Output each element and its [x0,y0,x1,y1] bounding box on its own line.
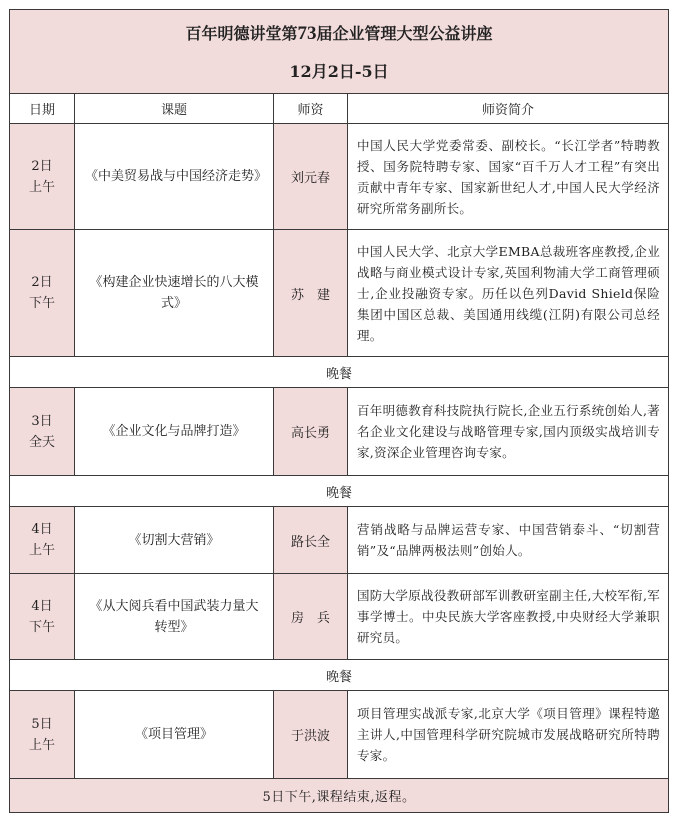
teacher-cell: 刘元春 [274,124,348,230]
teacher-cell: 苏 建 [274,230,348,357]
topic-cell: 《企业文化与品牌打造》 [75,388,274,476]
date-cell: 5日 上午 [10,691,75,779]
header-topic: 课题 [75,94,274,124]
dinner-break: 晚餐 [10,357,669,388]
header-bio: 师资简介 [348,94,669,124]
dinner-break: 晚餐 [10,476,669,507]
bio-cell: 中国人民大学党委常委、副校长。“长江学者”特聘教授、国务院特聘专家、国家“百千万人才工程”有突出贡献中青年专家、国家新世纪人才,中国人民大学经济研究所常务副所长。 [348,124,669,230]
teacher-cell: 高长勇 [274,388,348,476]
topic-cell: 《中美贸易战与中国经济走势》 [75,124,274,230]
session-row [10,388,669,476]
session-row [10,230,669,357]
session-row [10,691,669,779]
bio-cell: 国防大学原战役教研部军训教研室副主任,大校军衔,军事学博士。中央民族大学客座教授,中央财经大学兼职研究员。 [348,574,669,660]
bio-cell: 百年明德教育科技院执行院长,企业五行系统创始人,著名企业文化建设与战略管理专家,国内顶级实战培训专家,资深企业管理咨询专家。 [348,388,669,476]
title-block [10,10,669,94]
date-cell: 4日 下午 [10,574,75,660]
topic-cell: 《项目管理》 [75,691,274,779]
bio-cell: 中国人民大学、北京大学EMBA总裁班客座教授,企业战略与商业模式设计专家,英国利物浦大学工商管理硕士,企业投融资专家。历任以色列David Shield保险集团中国区总裁、美国通用线缆(江阴)有限公司总经理。 [348,230,669,357]
topic-cell: 《构建企业快速增长的八大模式》 [75,230,274,357]
closing-note: 5日下午,课程结束,返程。 [10,779,669,813]
page-title: 百年明德讲堂第73届企业管理大型公益讲座 [185,22,493,44]
header-date: 日期 [10,94,75,124]
topic-cell: 《切割大营销》 [75,507,274,574]
teacher-cell: 房 兵 [274,574,348,660]
header-teacher: 师资 [274,94,348,124]
session-row [10,124,669,230]
bio-cell: 项目管理实战派专家,北京大学《项目管理》课程特邀主讲人,中国管理科学研究院城市发展战略研究所特聘专家。 [348,691,669,779]
header-row [10,94,669,124]
teacher-cell: 路长全 [274,507,348,574]
date-cell: 2日 上午 [10,124,75,230]
teacher-cell: 于洪波 [274,691,348,779]
dinner-break: 晚餐 [10,660,669,691]
schedule-table [9,9,669,813]
session-row [10,574,669,660]
topic-cell: 《从大阅兵看中国武装力量大转型》 [75,574,274,660]
session-row [10,507,669,574]
date-range: 12月2日-5日 [289,61,389,81]
bio-cell: 营销战略与品牌运营专家、中国营销泰斗、“切割营销”及“品牌两极法则”创始人。 [348,507,669,574]
date-cell: 3日 全天 [10,388,75,476]
date-cell: 4日 上午 [10,507,75,574]
date-cell: 2日 下午 [10,230,75,357]
